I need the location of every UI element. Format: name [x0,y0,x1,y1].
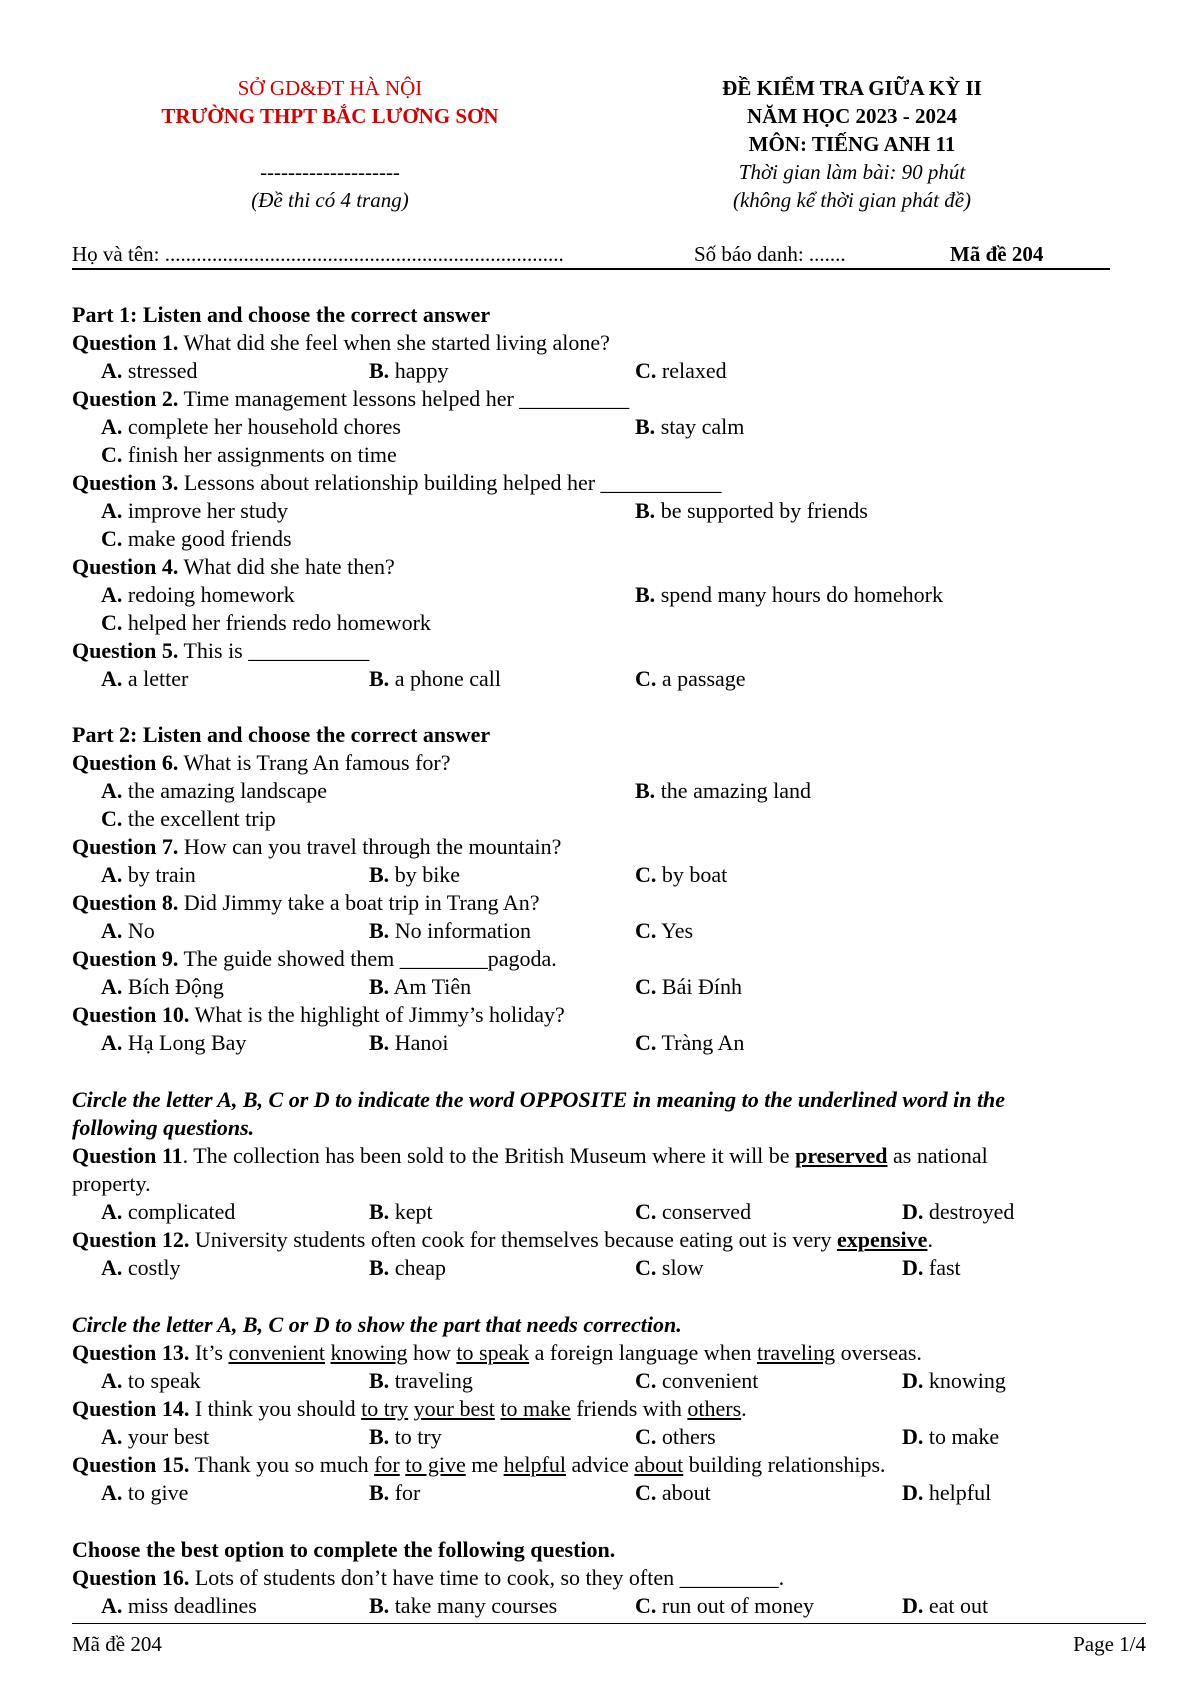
q2-option-a[interactable]: A. complete her household chores [101,414,401,439]
q9-option-a[interactable]: A. Bích Động [101,974,224,999]
q3-option-c[interactable]: C. make good friends [101,526,292,551]
q10-option-c[interactable]: C. Tràng An [635,1030,745,1055]
pages-note: (Đề thi có 4 trang) [251,188,409,212]
q7-option-c[interactable]: C. by boat [635,862,728,887]
q12-option-d[interactable]: D. fast [902,1255,961,1280]
name-field: Họ và tên: ............................................................................ [72,242,564,266]
question-14: Question 14. I think you should to try your best to make friends with others. [72,1396,747,1421]
q6-option-b[interactable]: B. the amazing land [635,778,811,803]
school-name: TRƯỜNG THPT BẮC LƯƠNG SƠN [161,104,499,128]
q7-option-a[interactable]: A. by train [101,862,196,887]
question-6: Question 6. What is Trang An famous for? [72,750,451,775]
q11-option-d[interactable]: D. destroyed [902,1199,1015,1224]
q12-option-b[interactable]: B. cheap [369,1255,446,1280]
q16-option-d[interactable]: D. eat out [902,1593,989,1618]
student-id-field: Số báo danh: ....... [694,242,846,266]
question-4: Question 4. What did she hate then? [72,554,395,579]
q12-option-a[interactable]: A. costly [101,1255,181,1280]
question-16: Question 16. Lots of students don’t have time to cook, so they often _________. [72,1565,785,1590]
question-8: Question 8. Did Jimmy take a boat trip in Trang An? [72,890,540,915]
q4-option-c[interactable]: C. helped her friends redo homework [101,610,431,635]
q13-option-a[interactable]: A. to speak [101,1368,201,1393]
department-name: SỞ GD&ĐT HÀ NỘI [237,76,423,100]
q5-option-c[interactable]: C. a passage [635,666,746,691]
question-10: Question 10. What is the highlight of Jimmy’s holiday? [72,1002,565,1027]
header-divider [72,268,1110,270]
subject: MÔN: TIẾNG ANH 11 [748,132,956,156]
header-left [110,74,550,214]
q6-option-c[interactable]: C. the excellent trip [101,806,276,831]
opposite-instruction-line-2: following questions. [72,1115,255,1140]
q16-option-b[interactable]: B. take many courses [369,1593,558,1618]
q4-option-b[interactable]: B. spend many hours do homehork [635,582,943,607]
q1-option-c[interactable]: C. relaxed [635,358,727,383]
q2-option-c[interactable]: C. finish her assignments on time [101,442,397,467]
best-option-instruction: Choose the best option to complete the following question. [72,1537,616,1562]
q8-option-c[interactable]: C. Yes [635,918,694,943]
q10-option-a[interactable]: A. Hạ Long Bay [101,1030,247,1055]
header-right [632,74,1072,214]
question-3: Question 3. Lessons about relationship building helped her ___________ [72,470,722,495]
q4-option-a[interactable]: A. redoing homework [101,582,295,607]
q11-option-c[interactable]: C. conserved [635,1199,752,1224]
q5-option-a[interactable]: A. a letter [101,666,189,691]
dashes: -------------------- [260,160,400,184]
question-1: Question 1. What did she feel when she started living alone? [72,330,610,355]
q9-option-c[interactable]: C. Bái Đính [635,974,742,999]
q3-option-b[interactable]: B. be supported by friends [635,498,868,523]
question-9: Question 9. The guide showed them ________pagoda. [72,946,557,971]
q14-option-b[interactable]: B. to try [369,1424,442,1449]
duration: Thời gian làm bài: 90 phút [738,160,966,184]
underlined-word: expensive [836,1227,928,1252]
q11-option-b[interactable]: B. kept [369,1199,433,1224]
question-2: Question 2. Time management lessons helped her __________ [72,386,630,411]
q15-option-a[interactable]: A. to give [101,1480,189,1505]
q15-option-d[interactable]: D. helpful [902,1480,992,1505]
question-11-continued: property. [72,1171,151,1196]
q2-option-b[interactable]: B. stay calm [635,414,745,439]
opposite-instruction-line-1: Circle the letter A, B, C or D to indicate the word OPPOSITE in meaning to the underlined word in the [72,1087,1006,1112]
q16-option-c[interactable]: C. run out of money [635,1593,815,1618]
q13-option-c[interactable]: C. convenient [635,1368,759,1393]
q1-option-b[interactable]: B. happy [369,358,449,383]
question-12: Question 12. University students often cook for themselves because eating out is very expensive. [72,1227,933,1252]
q13-option-d[interactable]: D. knowing [902,1368,1006,1393]
q11-option-a[interactable]: A. complicated [101,1199,236,1224]
page-number: Page 1/4 [1073,1632,1146,1656]
q14-option-c[interactable]: C. others [635,1424,716,1449]
part-1-heading: Part 1: Listen and choose the correct answer [72,302,491,327]
q14-option-a[interactable]: A. your best [101,1424,210,1449]
q9-option-b[interactable]: B. Am Tiên [369,974,472,999]
part-2-heading: Part 2: Listen and choose the correct answer [72,722,491,747]
duration-note: (không kể thời gian phát đề) [732,188,972,212]
q14-option-d[interactable]: D. to make [902,1424,1000,1449]
footer-exam-code: Mã đề 204 [72,1632,162,1656]
question-11: Question 11. The collection has been sold to the British Museum where it will be preserved as national [72,1143,988,1168]
q1-option-a[interactable]: A. stressed [101,358,198,383]
exam-code: Mã đề 204 [950,242,1044,266]
q12-option-c[interactable]: C. slow [635,1255,704,1280]
q5-option-b[interactable]: B. a phone call [369,666,501,691]
underlined-word: preserved [795,1143,888,1168]
q3-option-a[interactable]: A. improve her study [101,498,288,523]
exam-title: ĐỀ KIỂM TRA GIỮA KỲ II [722,76,982,100]
correction-instruction: Circle the letter A, B, C or D to show the part that needs correction. [72,1312,682,1337]
q7-option-b[interactable]: B. by bike [369,862,461,887]
question-15: Question 15. Thank you so much for to give me helpful advice about building relationships. [72,1452,886,1477]
q8-option-a[interactable]: A. No [101,918,155,943]
question-5: Question 5. This is ___________ [72,638,370,663]
question-13: Question 13. It’s convenient knowing how to speak a foreign language when traveling overseas. [72,1340,922,1365]
q13-option-b[interactable]: B. traveling [369,1368,473,1393]
q15-option-c[interactable]: C. about [635,1480,711,1505]
q15-option-b[interactable]: B. for [369,1480,421,1505]
footer-divider [72,1623,1146,1624]
q6-option-a[interactable]: A. the amazing landscape [101,778,328,803]
q16-option-a[interactable]: A. miss deadlines [101,1593,257,1618]
question-7: Question 7. How can you travel through the mountain? [72,834,562,859]
q10-option-b[interactable]: B. Hanoi [369,1030,449,1055]
school-year: NĂM HỌC 2023 - 2024 [747,104,957,128]
q8-option-b[interactable]: B. No information [369,918,531,943]
